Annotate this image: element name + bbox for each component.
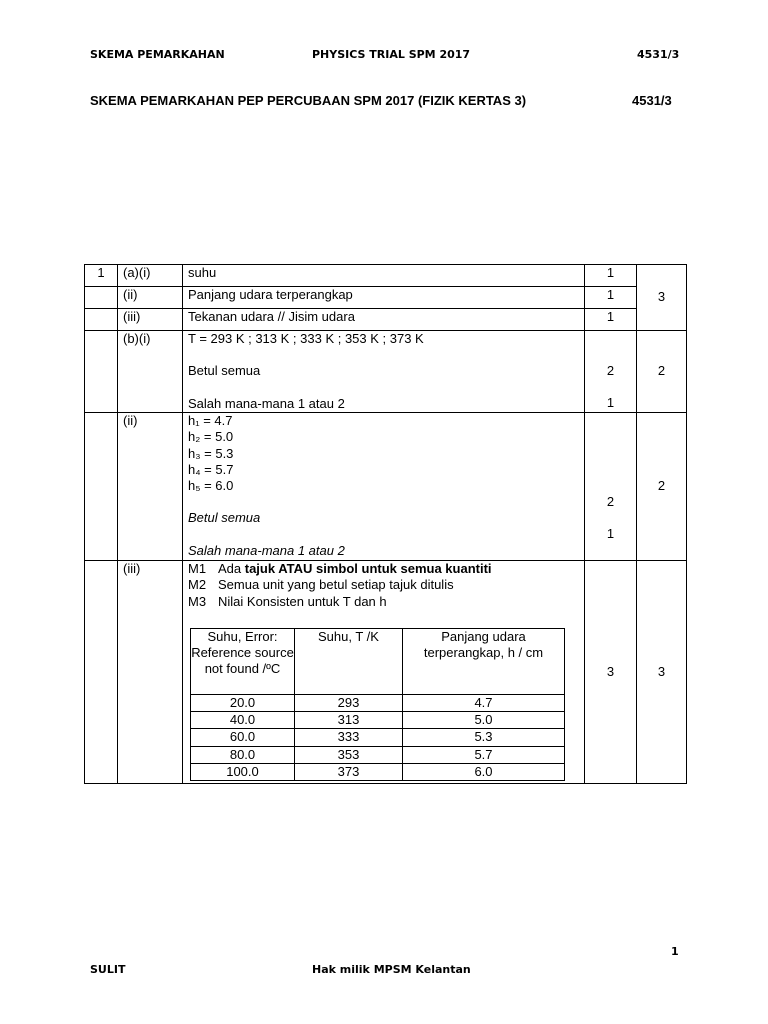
answer-block [183,331,585,413]
table-row: 40.0 313 5.0 [191,712,565,729]
total-mark: 2 [637,331,687,413]
row-b-i [85,331,687,413]
part-label: (ii) [118,413,183,561]
answer-line: h₅ = 6.0 [188,478,234,494]
part-label: (iii) [118,561,183,784]
part-label: (iii) [118,309,183,331]
criterion-m2: M2 Semua unit yang betul setiap tajuk ditulis [188,577,454,593]
row-a-iii [85,309,687,331]
mark: 1 [585,287,637,309]
data-table-header [191,628,565,694]
mark-block [585,413,637,561]
criterion-code: M3 [188,593,207,609]
total-mark: 3 [637,561,687,784]
marking-scheme-table [84,264,687,784]
mark: 1 [585,265,637,287]
question-number: 1 [85,265,118,287]
answer-line: h₂ = 5.0 [188,429,234,445]
mark: 1 [585,309,637,331]
criterion-m3: M3 Nilai Konsisten untuk T dan h [188,593,387,609]
row-b-ii [85,413,687,561]
answer-text: Tekanan udara // Jisim udara [183,309,585,331]
criterion-code: M1 [188,561,207,576]
column-header: Suhu, T /K [295,628,403,694]
part-label: (ii) [118,287,183,309]
row-a-ii [85,287,687,309]
answer-line: h₁ = 4.7 [188,413,233,428]
mark-block [585,331,637,413]
mark: 3 [585,561,637,784]
column-header: Panjang udara terperangkap, h / cm [403,628,565,694]
answer-text: suhu [183,265,585,287]
row-b-iii [85,561,687,784]
answer-block [183,413,585,561]
footer-left: SULIT [90,963,126,976]
footer-center: Hak milik MPSM Kelantan [312,963,471,976]
document-code: 4531/3 [632,93,672,108]
page-number: 1 [671,945,679,958]
criterion-m1: M1 Ada tajuk ATAU simbol untuk semua kuantiti [188,561,492,576]
criterion-emphasis: tajuk ATAU simbol untuk semua kuantiti [244,561,492,576]
mark: 2 [606,363,615,378]
answer-block [183,561,585,784]
table-row: 80.0 353 5.7 [191,746,565,763]
table-row: 100.0 373 6.0 [191,764,565,781]
row-a-i [85,265,687,287]
criterion-partial: Salah mana-mana 1 atau 2 [188,395,345,411]
header-left: SKEMA PEMARKAHAN [90,48,225,61]
column-header: Suhu, Error: Reference source not found /ºC [191,628,295,694]
part-label: (a)(i) [118,265,183,287]
criterion-code: M2 [188,577,207,593]
mark: 1 [606,395,615,411]
total-mark: 2 [637,413,687,561]
total-mark: 3 [637,265,687,331]
data-table [190,628,565,781]
answer-text: Panjang udara terperangkap [183,287,585,309]
mark: 1 [606,526,615,542]
table-row: 20.0 293 4.7 [191,694,565,711]
header-center: PHYSICS TRIAL SPM 2017 [312,48,471,61]
part-label: (b)(i) [118,331,183,413]
criterion-all-correct: Betul semua [188,363,261,379]
header-right: 4531/3 [637,48,680,61]
document-title: SKEMA PEMARKAHAN PEP PERCUBAAN SPM 2017 (FIZIK KERTAS 3) [90,93,527,108]
mark: 2 [606,494,615,509]
answer-line: h₃ = 5.3 [188,445,234,461]
table-row: 60.0 333 5.3 [191,729,565,746]
answer-line: h₄ = 5.7 [188,461,234,477]
criterion-partial: Salah mana-mana 1 atau 2 [188,542,345,558]
criterion-all-correct: Betul semua [188,510,261,526]
answer-values: T = 293 K ; 313 K ; 333 K ; 353 K ; 373 K [188,331,424,346]
